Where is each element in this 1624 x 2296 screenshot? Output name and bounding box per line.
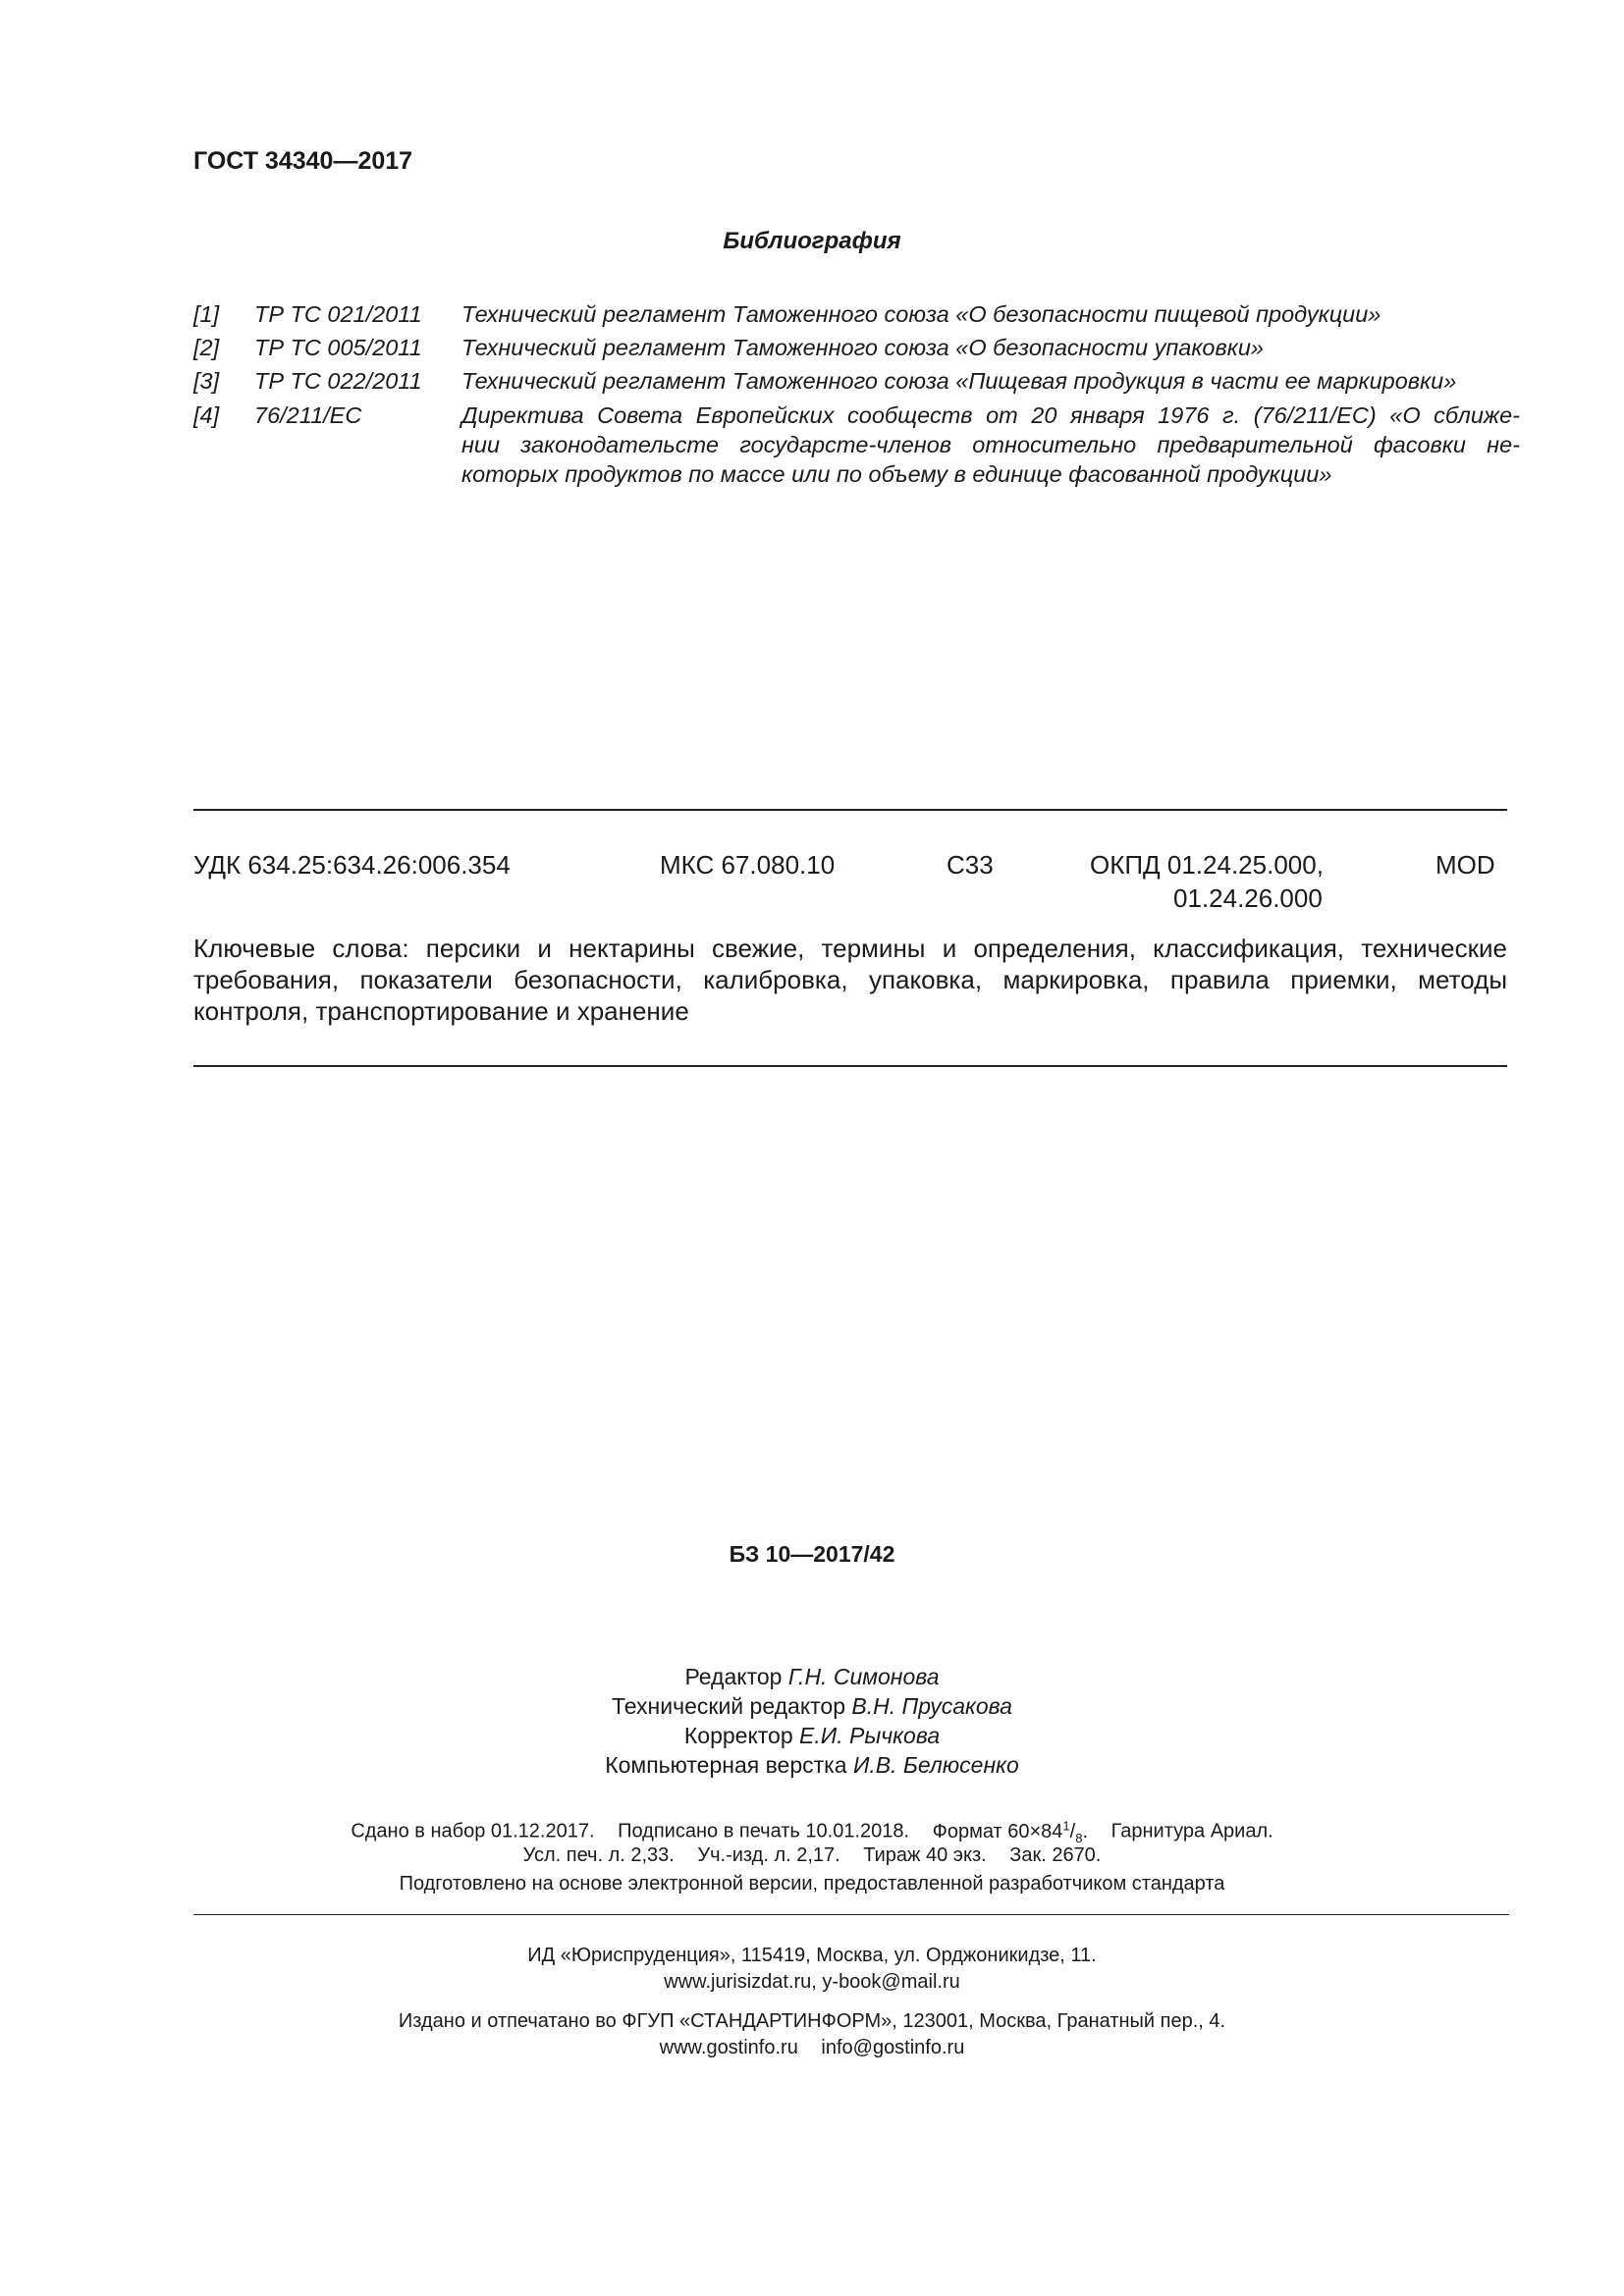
font-name: Гарнитура Ариал.: [1110, 1820, 1273, 1842]
bibliography-item-text: [461, 400, 1520, 489]
credit-name: И.В. Белюсенко: [852, 1752, 1019, 1778]
credit-role: Корректор: [683, 1723, 793, 1748]
pub-sheets: Уч.-изд. л. 2,17.: [697, 1844, 840, 1866]
udk-code: УДК 634.25:634.26:006.354: [193, 850, 511, 880]
divider-imprint: [193, 1914, 1509, 1915]
bibliography-item-code: ТР ТС 005/2011: [254, 335, 422, 360]
imprint-line-2: [0, 1842, 1624, 1869]
order-number: Зак. 2670.: [1009, 1844, 1102, 1866]
credit-editor: [0, 1662, 1624, 1691]
bibliography-item-text: [461, 299, 1520, 329]
bibliography-item-number: [4]: [193, 402, 220, 428]
printer-line-1: Издано и отпечатано во ФГУП «СТАНДАРТИНФОРМ», 123001, Москва, Гранатный пер., 4.: [398, 2010, 1226, 2032]
format-suffix: .: [1082, 1820, 1088, 1842]
divider-bottom: [193, 1065, 1507, 1067]
bibliography-title: Библиография: [723, 228, 901, 254]
bibliography-item-text: [461, 333, 1520, 362]
bibliography-item-text: [461, 366, 1520, 396]
credit-name: Г.Н. Симонова: [787, 1664, 940, 1689]
bibliography-item-number: [3]: [193, 368, 220, 394]
credit-layout: [0, 1750, 1624, 1780]
bibliography-item-line: Директива Совета Европейских сообществ от 20 января 1976 г. (76/211/ЕС) «О сближе-: [461, 402, 1520, 428]
bibliography-item-code: ТР ТС 021/2011: [254, 301, 422, 327]
format: Формат $60\times 84^1/_8$.: [932, 1818, 1088, 1845]
bibliography-item-line: нии законодательсте государсте-членов относительно предварительной фасовки не-: [461, 432, 1520, 457]
credit-role: Технический редактор: [612, 1693, 846, 1719]
bibliography-item-line: Технический регламент Таможенного союза «О безопасности упаковки»: [461, 335, 1264, 360]
credit-name: Е.И. Рычкова: [799, 1723, 941, 1748]
bz-number: БЗ 10—2017/42: [729, 1541, 895, 1567]
c-code: С33: [947, 850, 994, 880]
credit-corrector: [0, 1721, 1624, 1750]
bibliography-item-code: 76/211/ЕС: [254, 402, 362, 428]
credit-role: Компьютерная верстка: [605, 1752, 847, 1778]
bibliography-item-line: которых продуктов по массе или по объему в единице фасованной продукции»: [461, 461, 1332, 487]
keywords-line: Ключевые слова: персики и нектарины свежие, термины и определения, классификация, технические: [193, 934, 1507, 963]
credit-role: Редактор: [684, 1664, 783, 1689]
bibliography-item-number: [2]: [193, 335, 220, 360]
mod-mark: MOD: [1435, 850, 1495, 880]
document-id: ГОСТ 34340—2017: [193, 147, 413, 175]
format-sub: 8: [1075, 1830, 1083, 1845]
mks-code: МКС 67.080.10: [660, 850, 836, 880]
bibliography-item-code: ТР ТС 022/2011: [254, 368, 422, 394]
printer-website: www.gostinfo.ru: [659, 2037, 798, 2058]
keywords: [193, 933, 1507, 1027]
okpd-code: [1090, 848, 1324, 915]
divider-top: [193, 809, 1507, 811]
signed-date: Подписано в печать 10.01.2018.: [618, 1820, 910, 1842]
okpd-code-line-2: 01.24.26.000: [1173, 883, 1323, 913]
credits: [0, 1662, 1624, 1780]
prepared-note: Подготовлено на основе электронной версии, предоставленной разработчиком стандарта: [399, 1873, 1225, 1895]
publisher-line-2: www.jurisizdat.ru, y-book@mail.ru: [664, 1971, 960, 1993]
keywords-line: контроля, транспортирование и хранение: [193, 996, 689, 1026]
okpd-code-line-1: ОКПД 01.24.25.000,: [1090, 850, 1324, 880]
printer-line-2: [0, 2035, 1624, 2061]
keywords-line: требования, показатели безопасности, калибровка, упаковка, маркировка, правила приемки, методы: [193, 965, 1507, 994]
print-sheets: Усл. печ. л. 2,33.: [522, 1844, 675, 1866]
format-sup: 1: [1062, 1818, 1070, 1833]
bibliography-item-number: [1]: [193, 301, 220, 327]
credit-tech-editor: [0, 1691, 1624, 1721]
printer-email: info@gostinfo.ru: [821, 2037, 965, 2058]
credit-name: В.Н. Прусакова: [851, 1693, 1012, 1719]
bibliography-item-line: Технический регламент Таможенного союза «О безопасности пищевой продукции»: [461, 301, 1381, 327]
publisher-line-1: ИД «Юриспруденция», 115419, Москва, ул. Орджоникидзе, 11.: [527, 1945, 1097, 1966]
print-run: Тираж 40 экз.: [863, 1844, 987, 1866]
bibliography-item-line: Технический регламент Таможенного союза «Пищевая продукция в части ее маркировки»: [461, 368, 1457, 394]
format-prefix: Формат 60×84: [932, 1820, 1063, 1842]
sent-date: Сдано в набор 01.12.2017.: [351, 1820, 595, 1842]
